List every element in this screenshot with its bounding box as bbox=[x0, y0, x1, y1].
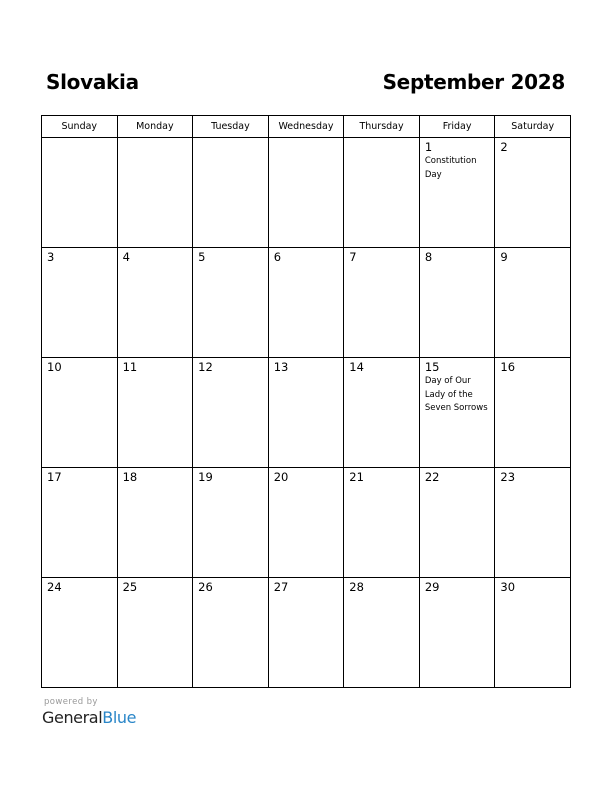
day-number: 2 bbox=[500, 140, 508, 154]
day-number: 20 bbox=[273, 470, 289, 484]
day-number: 13 bbox=[273, 360, 289, 374]
day-cell bbox=[42, 468, 118, 578]
weekday-wednesday: Wednesday bbox=[268, 116, 344, 138]
day-cell bbox=[495, 138, 571, 248]
day-cell bbox=[344, 578, 420, 688]
day-cell bbox=[344, 248, 420, 358]
day-cell bbox=[117, 468, 193, 578]
day-cell bbox=[193, 468, 269, 578]
day-cell bbox=[495, 578, 571, 688]
day-cell bbox=[419, 578, 495, 688]
day-number: 24 bbox=[47, 580, 62, 594]
day-cell bbox=[268, 248, 344, 358]
day-cell bbox=[42, 138, 118, 248]
day-number: 5 bbox=[198, 250, 206, 264]
day-cell bbox=[42, 248, 118, 358]
day-cell bbox=[344, 358, 420, 468]
day-cell bbox=[268, 358, 344, 468]
day-cell bbox=[193, 358, 269, 468]
day-number: 27 bbox=[273, 580, 289, 594]
day-cell bbox=[495, 248, 571, 358]
day-number: 19 bbox=[198, 470, 213, 484]
day-number: 7 bbox=[349, 250, 357, 264]
day-number: 11 bbox=[122, 360, 138, 374]
day-cell bbox=[419, 138, 495, 248]
brand-blue: Blue bbox=[102, 708, 137, 727]
powered-by-label: powered by bbox=[44, 697, 98, 707]
weekday-monday: Monday bbox=[117, 116, 193, 138]
day-cell bbox=[268, 578, 344, 688]
day-cell bbox=[268, 468, 344, 578]
calendar-grid bbox=[41, 115, 571, 688]
weekday-thursday: Thursday bbox=[344, 116, 420, 138]
country-title: Slovakia bbox=[46, 70, 139, 94]
day-number: 25 bbox=[122, 580, 138, 594]
day-cell bbox=[495, 468, 571, 578]
generalblue-logo[interactable] bbox=[42, 708, 136, 727]
day-number: 23 bbox=[500, 470, 516, 484]
day-number: 14 bbox=[349, 360, 364, 374]
day-cell bbox=[419, 358, 495, 468]
month-year-title: September 2028 bbox=[382, 70, 565, 94]
day-number: 6 bbox=[273, 250, 282, 264]
day-cell bbox=[193, 578, 269, 688]
day-number: 10 bbox=[47, 360, 62, 374]
day-cell bbox=[344, 468, 420, 578]
weekday-sunday: Sunday bbox=[42, 116, 118, 138]
day-number: 9 bbox=[500, 250, 508, 264]
week-row bbox=[42, 138, 571, 248]
day-cell bbox=[117, 578, 193, 688]
brand-general: General bbox=[42, 708, 103, 727]
week-row bbox=[42, 578, 571, 688]
day-number: 4 bbox=[122, 250, 130, 264]
day-number: 22 bbox=[424, 470, 440, 484]
day-number: 12 bbox=[198, 360, 213, 374]
day-cell bbox=[495, 358, 571, 468]
day-cell bbox=[419, 468, 495, 578]
day-cell bbox=[193, 138, 269, 248]
day-cell bbox=[42, 578, 118, 688]
day-number: 3 bbox=[47, 250, 55, 264]
day-number: 8 bbox=[424, 250, 433, 264]
day-number: 28 bbox=[349, 580, 364, 594]
day-number: 30 bbox=[500, 580, 516, 594]
day-cell bbox=[42, 358, 118, 468]
weekday-saturday: Saturday bbox=[495, 116, 571, 138]
week-row bbox=[42, 468, 571, 578]
day-number: 18 bbox=[122, 470, 138, 484]
week-row bbox=[42, 248, 571, 358]
day-cell bbox=[344, 138, 420, 248]
day-number: 16 bbox=[500, 360, 516, 374]
day-number: 21 bbox=[349, 470, 364, 484]
week-row bbox=[42, 358, 571, 468]
holiday-label: Constitution Day bbox=[424, 156, 477, 180]
day-number: 1 bbox=[424, 140, 433, 154]
weekday-friday: Friday bbox=[419, 116, 495, 138]
day-number: 15 bbox=[424, 360, 440, 374]
day-cell bbox=[117, 358, 193, 468]
day-cell bbox=[419, 248, 495, 358]
day-cell bbox=[117, 248, 193, 358]
weekday-tuesday: Tuesday bbox=[193, 116, 269, 138]
day-cell bbox=[268, 138, 344, 248]
day-cell bbox=[117, 138, 193, 248]
day-number: 17 bbox=[47, 470, 62, 484]
day-cell bbox=[193, 248, 269, 358]
day-number: 26 bbox=[198, 580, 213, 594]
weekday-header-row bbox=[42, 116, 571, 138]
day-number: 29 bbox=[424, 580, 440, 594]
holiday-label: Day of Our Lady of the Seven Sorrows bbox=[424, 376, 488, 413]
